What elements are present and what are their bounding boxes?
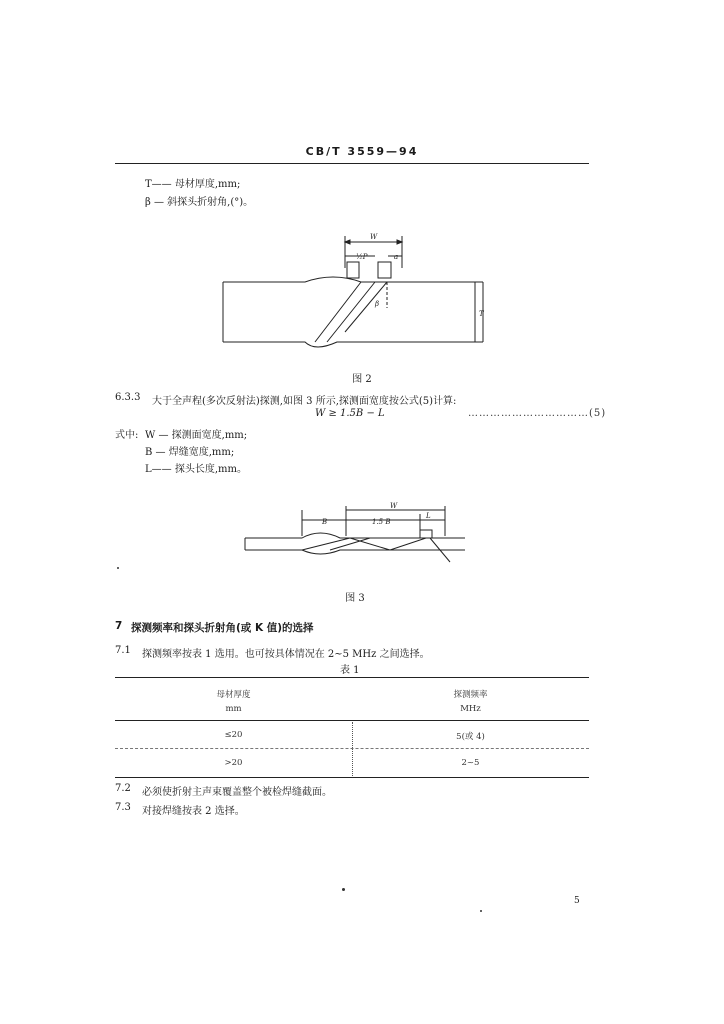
section-7-1-text: 探测频率按表 1 选用。也可按具体情况在 2~5 MHz 之间选择。 — [142, 649, 430, 660]
definition-beta: β — 斜探头折射角,(°)。 — [145, 197, 254, 208]
table-bottom-rule — [115, 777, 589, 778]
figure-3-caption: 图 3 — [345, 593, 365, 604]
table-header-thickness-unit: mm — [225, 704, 242, 714]
fig2-label-beta: β — [375, 300, 380, 308]
section-6-3-3-text: 大于全声程(多次反射法)探测,如图 3 所示,探测面宽度按公式(5)计算: — [152, 396, 457, 407]
fig3-label-1-5B: 1.5 B — [372, 518, 391, 526]
definition-L: L—— 探头长度,mm。 — [145, 464, 247, 475]
table-row-2-frequency: 2~5 — [461, 758, 480, 768]
table-header-thickness: 母材厚度 — [216, 690, 251, 700]
fig2-label-halfP: ½P — [356, 253, 368, 261]
table-top-rule — [115, 677, 589, 678]
table-row-1-frequency: 5(或 4) — [456, 732, 485, 742]
standard-code: CB/T 3559—94 — [305, 145, 419, 158]
section-7-2-number: 7.2 — [115, 783, 131, 794]
definition-B: B — 焊缝宽度,mm; — [145, 447, 235, 458]
section-6-3-3-number: 6.3.3 — [115, 392, 141, 403]
section-7-title: 探测频率和探头折射角(或 K 值)的选择 — [131, 622, 314, 634]
scan-speck — [342, 888, 345, 891]
page-number: 5 — [574, 896, 580, 906]
table-column-rule — [352, 722, 353, 776]
scan-speck — [117, 567, 119, 569]
section-7-3-text: 对接焊缝按表 2 选择。 — [142, 806, 245, 817]
table-row-2-thickness: >20 — [224, 758, 243, 768]
table-header-frequency-unit: MHz — [460, 704, 481, 714]
table-1-caption: 表 1 — [340, 665, 360, 676]
header-rule — [115, 163, 589, 164]
fig2-label-a: a — [394, 253, 399, 261]
table-header-rule — [115, 720, 589, 721]
definition-T: T—— 母材厚度,mm; — [145, 179, 241, 190]
figure-2-caption: 图 2 — [352, 374, 372, 385]
formula-5-number: ……………………………(5) — [468, 408, 607, 419]
figure-2 — [215, 228, 495, 358]
section-7-3-number: 7.3 — [115, 802, 131, 813]
definition-W: W — 探测面宽度,mm; — [145, 430, 248, 441]
table-header-frequency: 探测频率 — [453, 690, 488, 700]
table-row-1-thickness: ≤20 — [224, 730, 243, 740]
fig3-label-L: L — [426, 512, 431, 520]
fig3-label-W: W — [390, 502, 398, 510]
figure-3 — [240, 500, 470, 572]
section-7-number: 7 — [115, 620, 123, 632]
section-7-1-number: 7.1 — [115, 645, 131, 656]
fig2-label-T: T — [479, 310, 484, 318]
section-7-2-text: 必须使折射主声束覆盖整个被检焊缝截面。 — [142, 787, 332, 798]
fig3-label-B: B — [322, 518, 328, 526]
formula-5: W ≥ 1.5B − L — [315, 408, 385, 419]
where-prefix: 式中: — [115, 430, 139, 441]
scan-speck — [480, 910, 482, 912]
fig2-label-W: W — [370, 233, 378, 241]
